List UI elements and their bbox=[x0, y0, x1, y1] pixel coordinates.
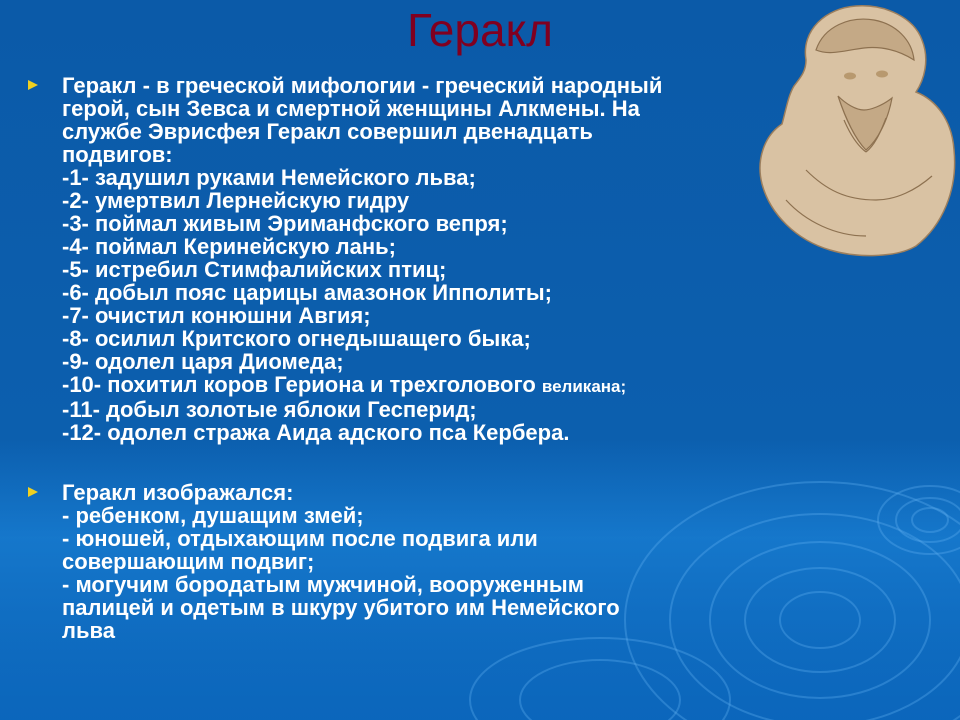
text-line: палицей и одетым в шкуру убитого им Немейского bbox=[62, 595, 620, 620]
text-line: -1- задушил руками Немейского льва; bbox=[62, 165, 476, 190]
text-line: Геракл - в греческой мифологии - греческий народный bbox=[62, 73, 663, 98]
text-line: герой, сын Зевса и смертной женщины Алкмены. На bbox=[62, 96, 640, 121]
text-line: -4- поймал Керинейскую лань; bbox=[62, 234, 396, 259]
bullet-arrow-icon bbox=[28, 487, 38, 497]
text-line: -6- добыл пояс царицы амазонок Ипполиты; bbox=[62, 280, 552, 305]
bullet-arrow-icon bbox=[28, 80, 38, 90]
text-line: - юношей, отдыхающим после подвига или bbox=[62, 526, 538, 551]
text-line: совершающим подвиг; bbox=[62, 549, 315, 574]
text-line-small: великана; bbox=[541, 377, 627, 396]
text-line: - могучим бородатым мужчиной, вооруженным bbox=[62, 572, 584, 597]
text-line: -8- осилил Критского огнедышащего быка; bbox=[62, 326, 531, 351]
text-line: льва bbox=[62, 618, 115, 643]
slide-title: Геракл bbox=[406, 4, 554, 56]
text-line bbox=[62, 373, 662, 398]
text-line-main: -10- похитил коров Гериона и трехголового bbox=[62, 372, 542, 397]
text-line: - ребенком, душащим змей; bbox=[62, 503, 364, 528]
text-line: -2- умертвил Лернейскую гидру bbox=[62, 188, 410, 213]
text-line: -11- добыл золотые яблоки Гесперид; bbox=[62, 397, 477, 422]
text-line: -3- поймал живым Эриманфского вепря; bbox=[62, 211, 508, 236]
text-line: -12- одолел стража Аида адского пса Кербера. bbox=[62, 420, 570, 445]
text-line: -5- истребил Стимфалийских птиц; bbox=[62, 257, 447, 282]
text-line: подвигов: bbox=[62, 142, 173, 167]
text-line: -9- одолел царя Диомеда; bbox=[62, 349, 344, 374]
text-line: Геракл изображался: bbox=[62, 480, 294, 505]
bullet-text bbox=[62, 74, 662, 444]
text-line: -7- очистил конюшни Авгия; bbox=[62, 303, 371, 328]
text-line: службе Эврисфея Геракл совершил двенадцать bbox=[62, 119, 593, 144]
bullet-text bbox=[62, 481, 620, 642]
